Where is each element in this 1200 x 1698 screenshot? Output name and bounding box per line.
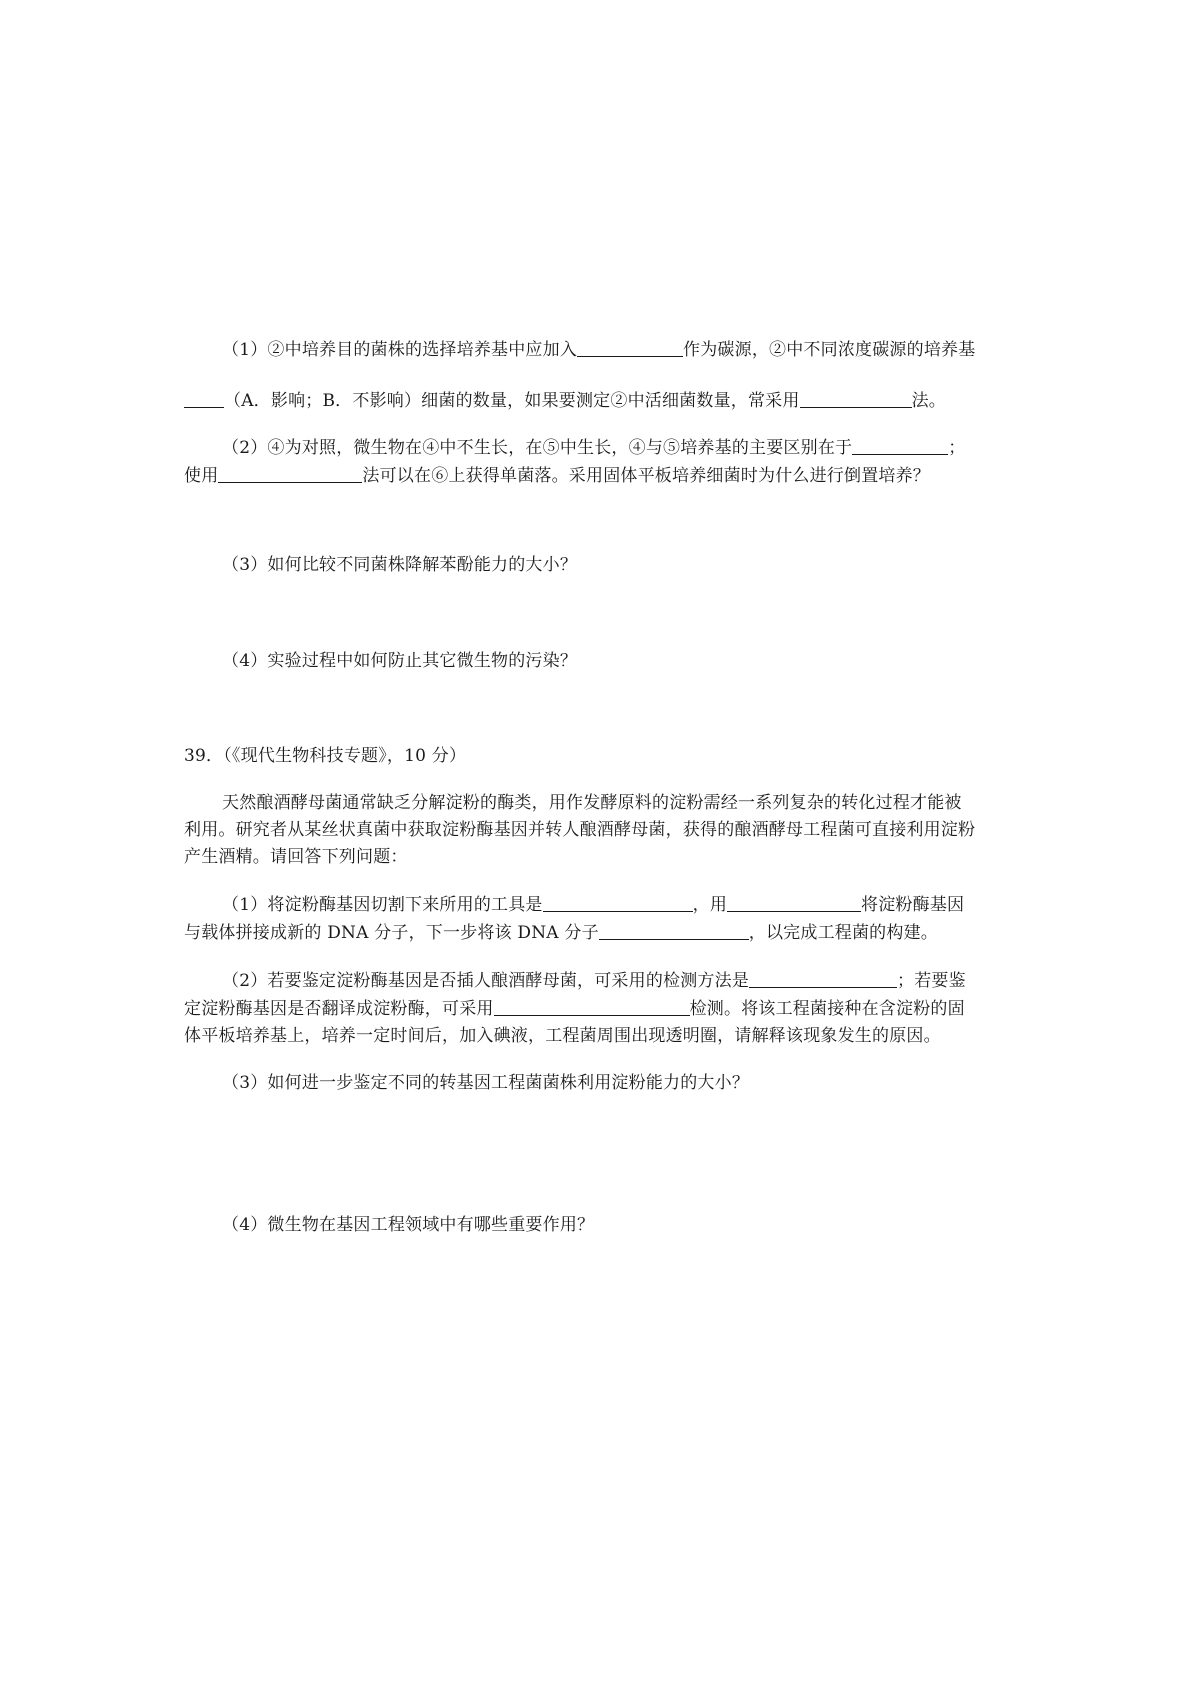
answer-blank[interactable] (599, 921, 749, 940)
q38-p1-text-d: 法。 (911, 391, 946, 411)
q39-p1-line1 (222, 893, 1024, 917)
answer-blank[interactable] (577, 338, 683, 357)
q39-p1-line2 (184, 921, 1024, 945)
answer-blank[interactable] (727, 893, 861, 912)
q38-p2-text-b: ； (948, 438, 966, 458)
q38-p2-text-a: （2）④为对照，微生物在④中不生长，在⑤中生长，④与⑤培养基的主要区别在于 (222, 438, 853, 458)
q39-intro-line2: 利用。研究者从某丝状真菌中获取淀粉酶基因并转人酿酒酵母菌，获得的酿酒酵母工程菌可直接利用淀粉 (184, 820, 976, 840)
q39-heading: 39．（《现代生物科技专题》，10 分） (184, 746, 467, 766)
q38-p2-text-d: 法可以在⑥上获得单菌落。采用固体平板培养细菌时为什么进行倒置培养？ (362, 466, 931, 486)
answer-blank[interactable] (852, 436, 948, 455)
q39-p2-text-d: 检测。将该工程菌接种在含淀粉的固 (689, 999, 965, 1019)
q39-p4: （4）微生物在基因工程领域中有哪些重要作用？ (222, 1215, 595, 1235)
answer-blank[interactable] (494, 997, 690, 1016)
q38-p4: （4）实验过程中如何防止其它微生物的污染？ (222, 651, 578, 671)
q39-p2-text-a: （2）若要鉴定淀粉酶基因是否插人酿酒酵母菌，可采用的检测方法是 (222, 971, 750, 991)
q38-p1-text-c: （A．影响；B．不影响）细菌的数量，如果要测定②中活细菌数量，常采用 (224, 391, 800, 411)
q38-p2-line1 (222, 436, 1024, 460)
answer-blank[interactable] (749, 969, 897, 988)
q38-p3: （3）如何比较不同菌株降解苯酚能力的大小？ (222, 555, 578, 575)
q38-p1-line2 (184, 389, 1024, 413)
q39-intro-line1: 天然酿酒酵母菌通常缺乏分解淀粉的酶类，用作发酵原料的淀粉需经一系列复杂的转化过程才能被 (222, 793, 962, 813)
q39-p1-text-c: 将淀粉酶基因 (861, 895, 965, 915)
q38-p1-text-b: 作为碳源，②中不同浓度碳源的培养基 (683, 340, 976, 360)
q39-p2-text-b: ；若要鉴 (897, 971, 966, 991)
q39-p3: （3）如何进一步鉴定不同的转基因工程菌菌株利用淀粉能力的大小？ (222, 1073, 750, 1093)
answer-blank[interactable] (543, 893, 693, 912)
q39-p1-text-a: （1）将淀粉酶基因切割下来所用的工具是 (222, 895, 543, 915)
answer-blank[interactable] (184, 389, 224, 408)
q39-p2-text-c: 定淀粉酶基因是否翻译成淀粉酶，可采用 (184, 999, 494, 1019)
q38-p2-text-c: 使用 (184, 466, 219, 486)
q39-p1-text-b: ，用 (692, 895, 728, 915)
answer-blank[interactable] (218, 464, 362, 483)
q38-p1-text-a: （1）②中培养目的菌株的选择培养基中应加入 (222, 340, 578, 360)
q39-p2-line1 (222, 969, 1024, 993)
q38-p1-line1 (222, 338, 1024, 362)
q38-p2-line2 (184, 464, 1024, 488)
q39-p1-text-d: 与载体拼接成新的 DNA 分子，下一步将该 DNA 分子 (184, 923, 599, 943)
answer-blank[interactable] (800, 389, 912, 408)
q39-intro-line3: 产生酒精。请回答下列问题： (184, 847, 408, 867)
q39-p2-line3: 体平板培养基上，培养一定时间后，加入碘液，工程菌周围出现透明圈，请解释该现象发生的原因。 (184, 1026, 941, 1046)
q39-p2-line2 (184, 997, 1024, 1021)
q39-p1-text-e: ，以完成工程菌的构建。 (748, 923, 938, 943)
